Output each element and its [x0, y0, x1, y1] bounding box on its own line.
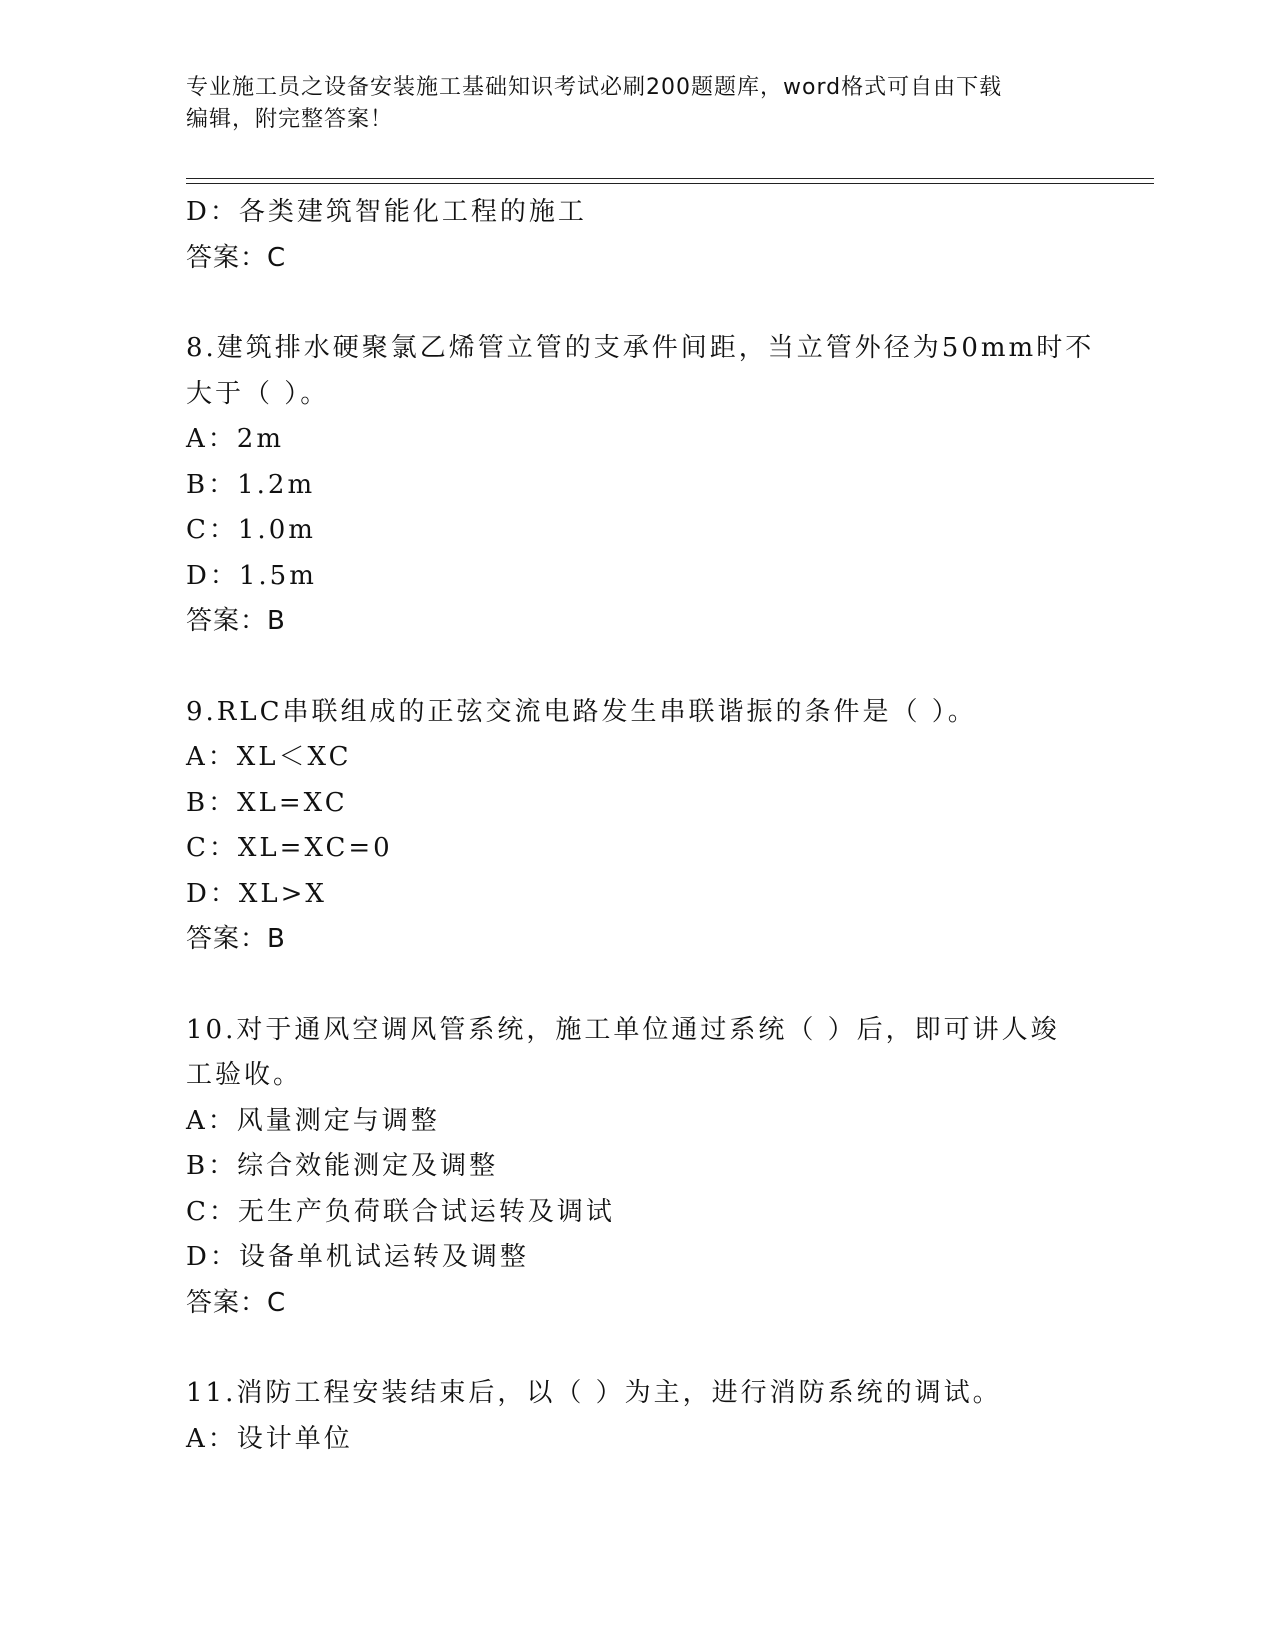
question-9-option-c: C：XL=XC=0 [186, 833, 393, 863]
question-10-option-a: A：风量测定与调整 [186, 1105, 440, 1136]
question-9-option-d: D：XL>X [186, 878, 327, 909]
question-10-stem-2: 工验收。 [186, 1060, 303, 1090]
question-10-option-b: B：综合效能测定及调整 [186, 1151, 499, 1181]
prev-option-d: D：各类建筑智能化工程的施工 [186, 197, 587, 227]
header-divider-top [186, 178, 1154, 179]
question-8-stem-1: 8.建筑排水硬聚氯乙烯管立管的支承件间距，当立管外径为50mm时不 [186, 333, 1095, 363]
prev-answer: 答案：C [186, 242, 287, 273]
question-10-answer: 答案：C [186, 1287, 287, 1318]
header-line-2: 编辑，附完整答案！ [186, 107, 394, 132]
question-8-answer: 答案：B [186, 606, 286, 636]
question-8-option-a: A：2m [186, 424, 284, 454]
header-divider-bottom [186, 183, 1154, 184]
question-10 [186, 1008, 1086, 1327]
question-9-option-b: B：XL=XC [186, 787, 348, 818]
question-8-option-d: D：1.5m [186, 560, 317, 591]
question-8 [186, 326, 1095, 645]
question-9 [186, 690, 1086, 963]
question-11 [186, 1371, 1086, 1462]
question-8-option-b: B：1.2m [186, 469, 316, 500]
question-9-option-a: A：XL＜XC [186, 742, 352, 772]
question-11-option-a: A：设计单位 [186, 1423, 353, 1454]
question-list [186, 190, 1095, 1462]
question-8-stem-2: 大于（ ）。 [186, 378, 330, 409]
question-10-stem-1: 10.对于通风空调风管系统，施工单位通过系统（ ）后，即可讲人竣 [186, 1014, 1060, 1045]
question-11-stem-1: 11.消防工程安装结束后，以（ ）为主，进行消防系统的调试。 [186, 1378, 1002, 1408]
question-10-option-d: D：设备单机试运转及调整 [186, 1242, 529, 1272]
document-header [186, 72, 1066, 136]
header-line-1: 专业施工员之设备安装施工基础知识考试必刷200题题库，word格式可自由下载 [186, 75, 1003, 100]
question-10-option-c: C：无生产负荷联合试运转及调试 [186, 1196, 615, 1227]
question-9-answer: 答案：B [186, 924, 286, 954]
question-8-option-c: C：1.0m [186, 515, 316, 545]
question-9-stem-1: 9.RLC串联组成的正弦交流电路发生串联谐振的条件是（ ）。 [186, 696, 977, 727]
